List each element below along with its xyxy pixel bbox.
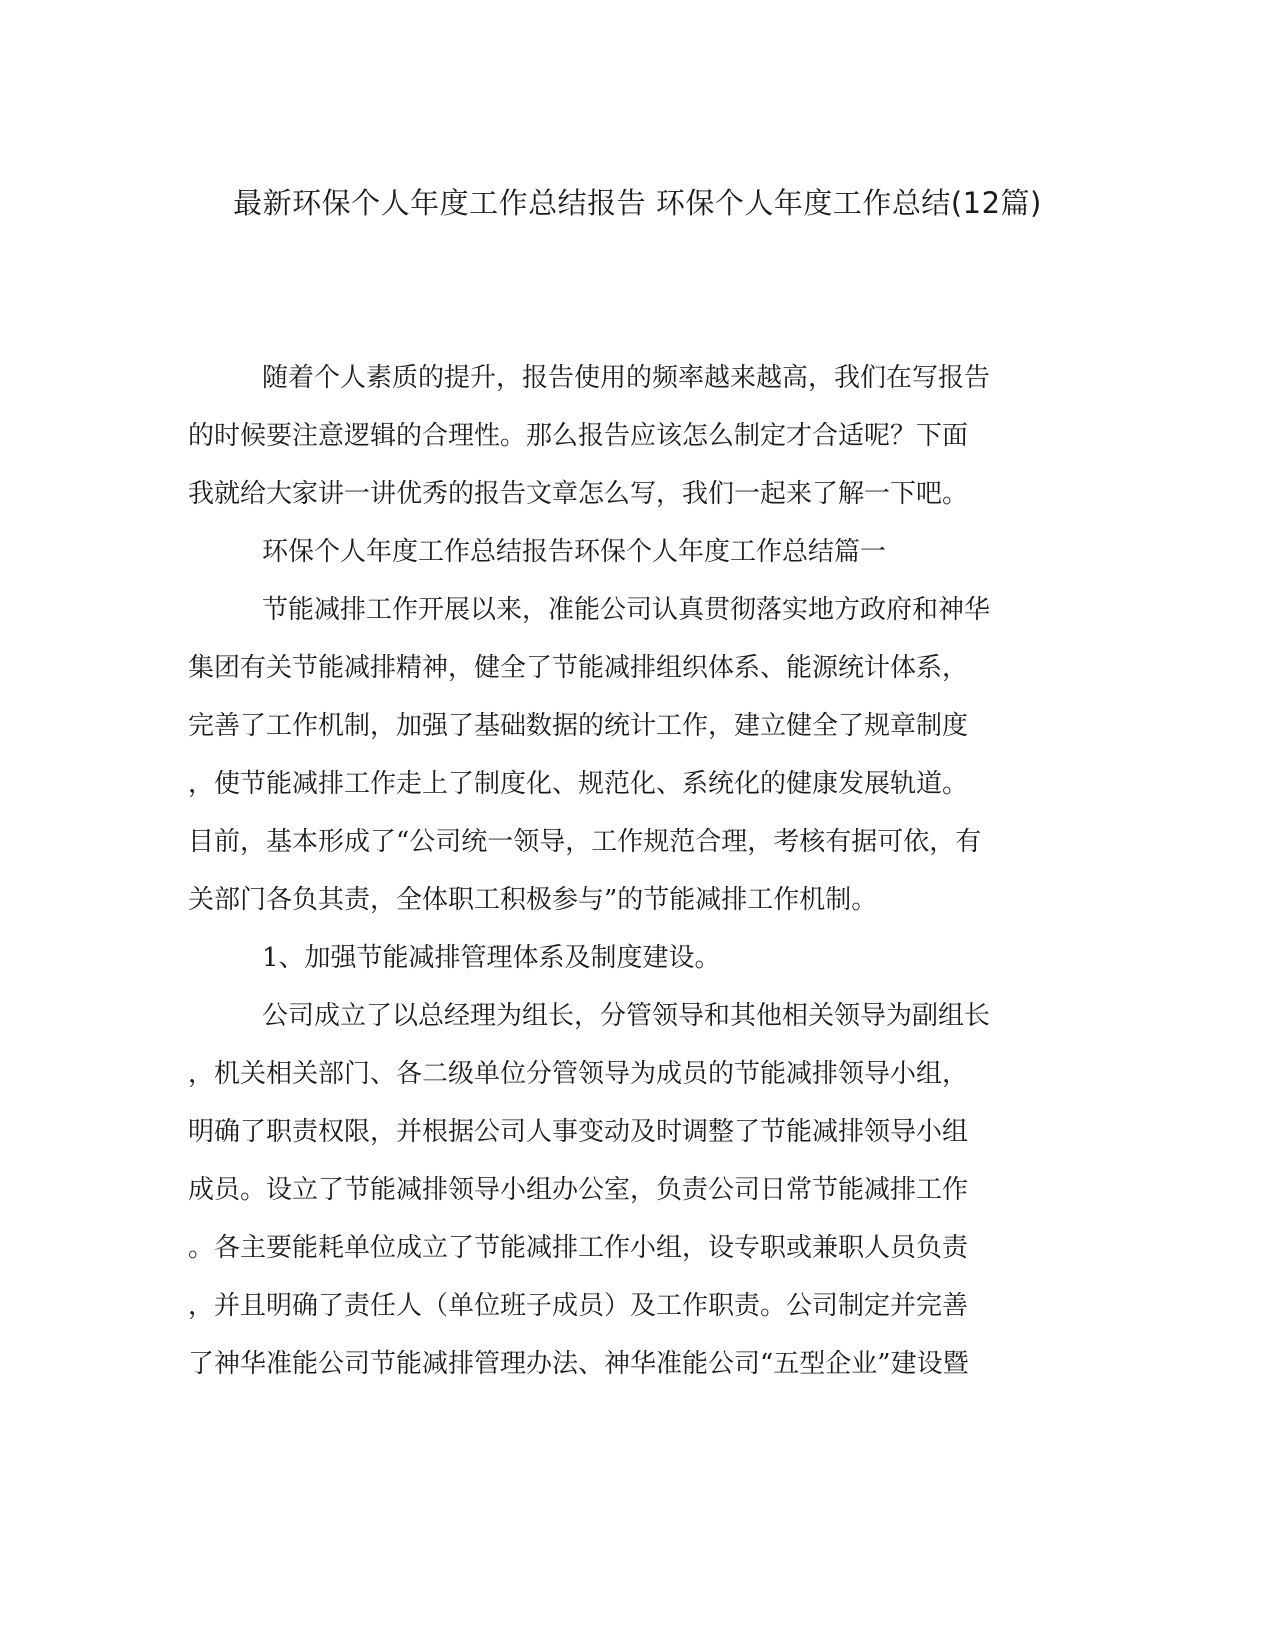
paragraph-line: ，机关相关部门、各二级单位分管领导为成员的节能减排领导小组，	[188, 1059, 969, 1089]
paragraph-line: 随着个人素质的提升，报告使用的频率越来越高，我们在写报告	[262, 363, 991, 393]
paragraph-line: 完善了工作机制，加强了基础数据的统计工作，建立健全了规章制度	[188, 711, 969, 741]
paragraph-line: 了神华准能公司节能减排管理办法、神华准能公司“五型企业”建设暨	[188, 1349, 969, 1379]
paragraph-line: 成员。设立了节能减排领导小组办公室，负责公司日常节能减排工作	[188, 1175, 969, 1205]
document-title: 最新环保个人年度工作总结报告 环保个人年度工作总结(12篇)	[233, 186, 1042, 220]
paragraph-line: 公司成立了以总经理为组长，分管领导和其他相关领导为副组长	[262, 1001, 991, 1031]
section-heading: 环保个人年度工作总结报告环保个人年度工作总结篇一	[262, 537, 887, 567]
paragraph-line: 我就给大家讲一讲优秀的报告文章怎么写，我们一起来了解一下吧。	[188, 479, 969, 509]
paragraph-line: ，使节能减排工作走上了制度化、规范化、系统化的健康发展轨道。	[188, 769, 969, 799]
paragraph-line: 。各主要能耗单位成立了节能减排工作小组，设专职或兼职人员负责	[188, 1233, 969, 1263]
paragraph-line: 明确了职责权限，并根据公司人事变动及时调整了节能减排领导小组	[188, 1117, 969, 1147]
paragraph-line: 集团有关节能减排精神，健全了节能减排组织体系、能源统计体系，	[188, 653, 969, 683]
paragraph-line: 关部门各负其责，全体职工积极参与”的节能减排工作机制。	[188, 885, 878, 915]
paragraph-line: 节能减排工作开展以来，准能公司认真贯彻落实地方政府和神华	[262, 595, 991, 625]
numbered-heading: 1、加强节能减排管理体系及制度建设。	[262, 943, 721, 973]
paragraph-line: ，并且明确了责任人（单位班子成员）及工作职责。公司制定并完善	[188, 1291, 969, 1321]
paragraph-line: 的时候要注意逻辑的合理性。那么报告应该怎么制定才合适呢？下面	[188, 421, 969, 451]
paragraph-line: 目前，基本形成了“公司统一领导，工作规范合理，考核有据可依，有	[188, 827, 982, 857]
